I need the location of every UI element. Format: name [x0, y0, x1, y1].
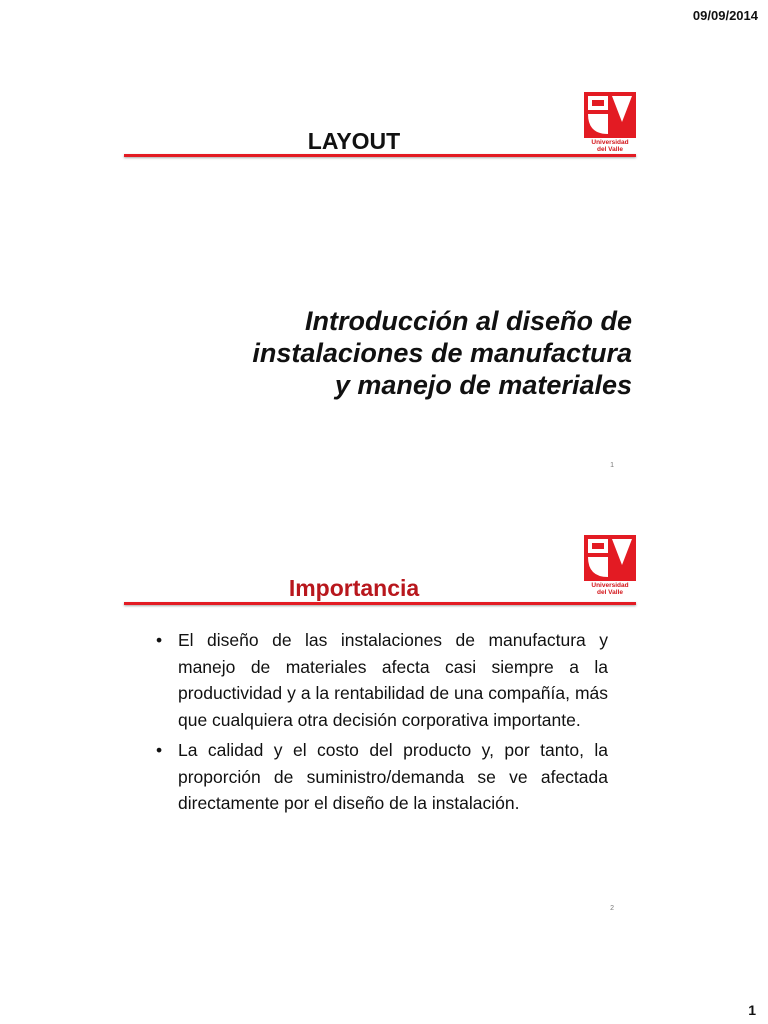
bullet-text: El diseño de las instalaciones de manufactura y manejo de materiales afecta casi siempre a la productividad y a la rentabilidad de una compañía, más que cualquiera otra decisión corporativa importante.	[178, 630, 608, 730]
bullet-icon: •	[156, 630, 163, 650]
title-divider	[124, 154, 636, 157]
university-logo	[584, 535, 636, 596]
logo-text-line2: del Valle	[596, 589, 624, 596]
page-date: 09/09/2014	[692, 8, 758, 23]
logo-text-line2: del Valle	[596, 146, 624, 153]
logo-text-line1: Universidad	[591, 582, 629, 589]
slide-2	[124, 535, 636, 925]
univalle-logo-icon	[584, 535, 636, 581]
page-number: 1	[748, 1002, 756, 1018]
list-item	[152, 737, 608, 817]
slide-title: Importancia	[288, 575, 420, 601]
bullet-text: La calidad y el costo del producto y, por tanto, la proporción de suministro/demanda se ve afectada directamente por el diseño de la instalación.	[178, 740, 608, 813]
list-item	[152, 627, 608, 733]
univalle-logo-icon	[584, 92, 636, 138]
subtitle-line: Introducción al diseño de	[304, 306, 632, 336]
bullet-list	[152, 627, 608, 821]
university-logo	[584, 92, 636, 153]
slide-number: 2	[610, 905, 614, 912]
slide-number: 1	[610, 462, 614, 469]
title-divider	[124, 602, 636, 605]
slide-subtitle	[162, 305, 632, 401]
subtitle-line: y manejo de materiales	[334, 370, 632, 400]
subtitle-line: instalaciones de manufactura	[252, 338, 632, 368]
logo-text-line1: Universidad	[591, 139, 629, 146]
bullet-icon: •	[156, 740, 163, 760]
slide-1	[124, 92, 636, 492]
slide-title: LAYOUT	[307, 128, 401, 154]
